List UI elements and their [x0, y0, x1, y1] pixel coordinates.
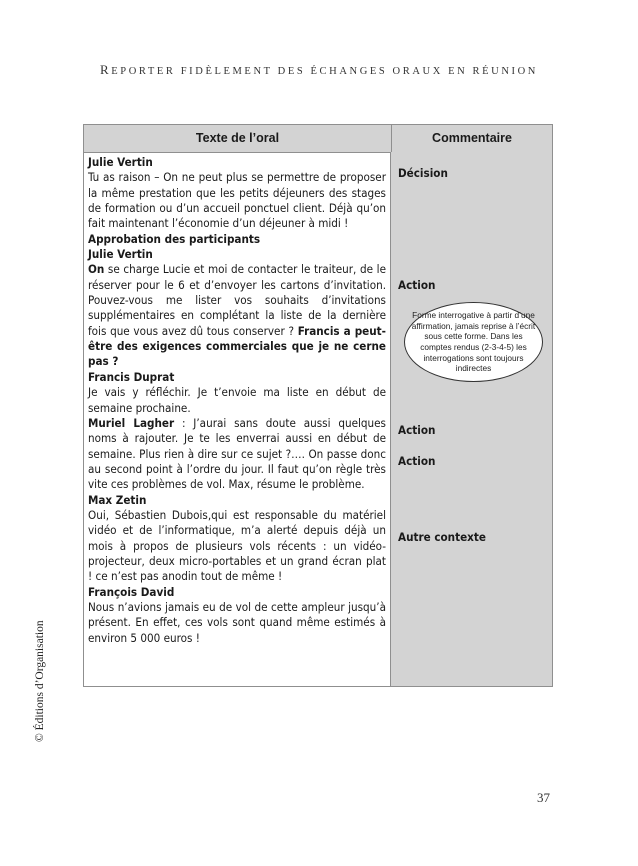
speech-text: Nous n’avions jamais eu de vol de cette ampleur jusqu’à présent. En effet, ces vols sont quand même estimés à environ 5 000 euros ! — [88, 599, 386, 645]
speech-text: Tu as raison – On ne peut plus se permettre de proposer la même prestation que les petits déjeuners des stages de formation ou d’un accueil ponctuel client. Déjà qu’on fait maintenant l’économie d’un déjeuner à midi ! — [88, 170, 386, 231]
side-credit: © Éditions d’Organisation — [34, 620, 46, 742]
speaker-label: Max Zetin — [88, 492, 147, 507]
speech-emphasis: Francis a peut-être des exigences commerciales que je ne cerne pas ? — [88, 323, 386, 369]
speech-text: Oui, Sébastien Dubois,qui est responsable du matériel vidéo et de l’informatique, m’a alerté depuis déjà un mois à propos de plusieurs vols récents : un vidéo-projecteur, deux micro-portables et un grand écran plat ! ce n’est pas anodin tout de même ! — [88, 507, 386, 584]
page-number: 37 — [537, 790, 550, 805]
speech-lead: Muriel Lagher — [88, 415, 175, 430]
header-text-oral: Texte de l’oral — [84, 125, 392, 152]
comment-decision: Décision — [398, 166, 448, 180]
table-header — [84, 125, 552, 153]
speech-text: : J’aurai sans doute aussi quelques noms à rajouter. Je te les enverrai aussi en début de semaine. Plus rien à dire sur ce sujet ?…. On passe donc au second point à l’ordre du jour. Il faut qu’on règle très vite ces problèmes de vol. Max, résume le problème. — [88, 415, 386, 492]
speech-text: Je vais y réfléchir. Je t’envoie ma liste en début de semaine prochaine. — [88, 385, 386, 415]
comment-action: Action — [398, 423, 436, 437]
comment-action: Action — [398, 278, 436, 292]
header-commentaire: Commentaire — [432, 131, 512, 145]
comment-action: Action — [398, 454, 436, 468]
comment-column — [391, 152, 552, 686]
running-head: REPORTER FIDÈLEMENT DES ÉCHANGES ORAUX EN RÉUNION — [99, 62, 538, 77]
dialogue-table — [83, 124, 553, 687]
oral-text-column — [84, 152, 391, 686]
speech-lead: On — [88, 262, 105, 277]
speech-paragraph — [88, 262, 386, 369]
speaker-label: Julie Vertin — [88, 247, 153, 262]
speaker-label: François David — [88, 584, 175, 599]
speaker-label: Francis Duprat — [88, 369, 175, 384]
speaker-label: Julie Vertin — [88, 155, 153, 169]
speech-text: se charge Lucie et moi de contacter le traiteur, de le réserver pour le 6 et d’envoyer les cartons d’invitation. Pouvez-vous me lister vos souhaits d’invitations supplémentaires en complétant la liste de la dernière fois que vous avez dû tous conserver ? — [88, 262, 386, 338]
comment-autre-contexte: Autre contexte — [398, 530, 486, 544]
speech-paragraph — [88, 416, 386, 493]
annotation-bubble: Forme interrogative à partir d’une affirmation, jamais reprise à l’écrit sous cette forme. Dans les comptes rendus (2-3-4-5) les interrogations sont toujours indirectes — [404, 302, 543, 382]
speaker-label: Approbation des participants — [88, 231, 261, 246]
